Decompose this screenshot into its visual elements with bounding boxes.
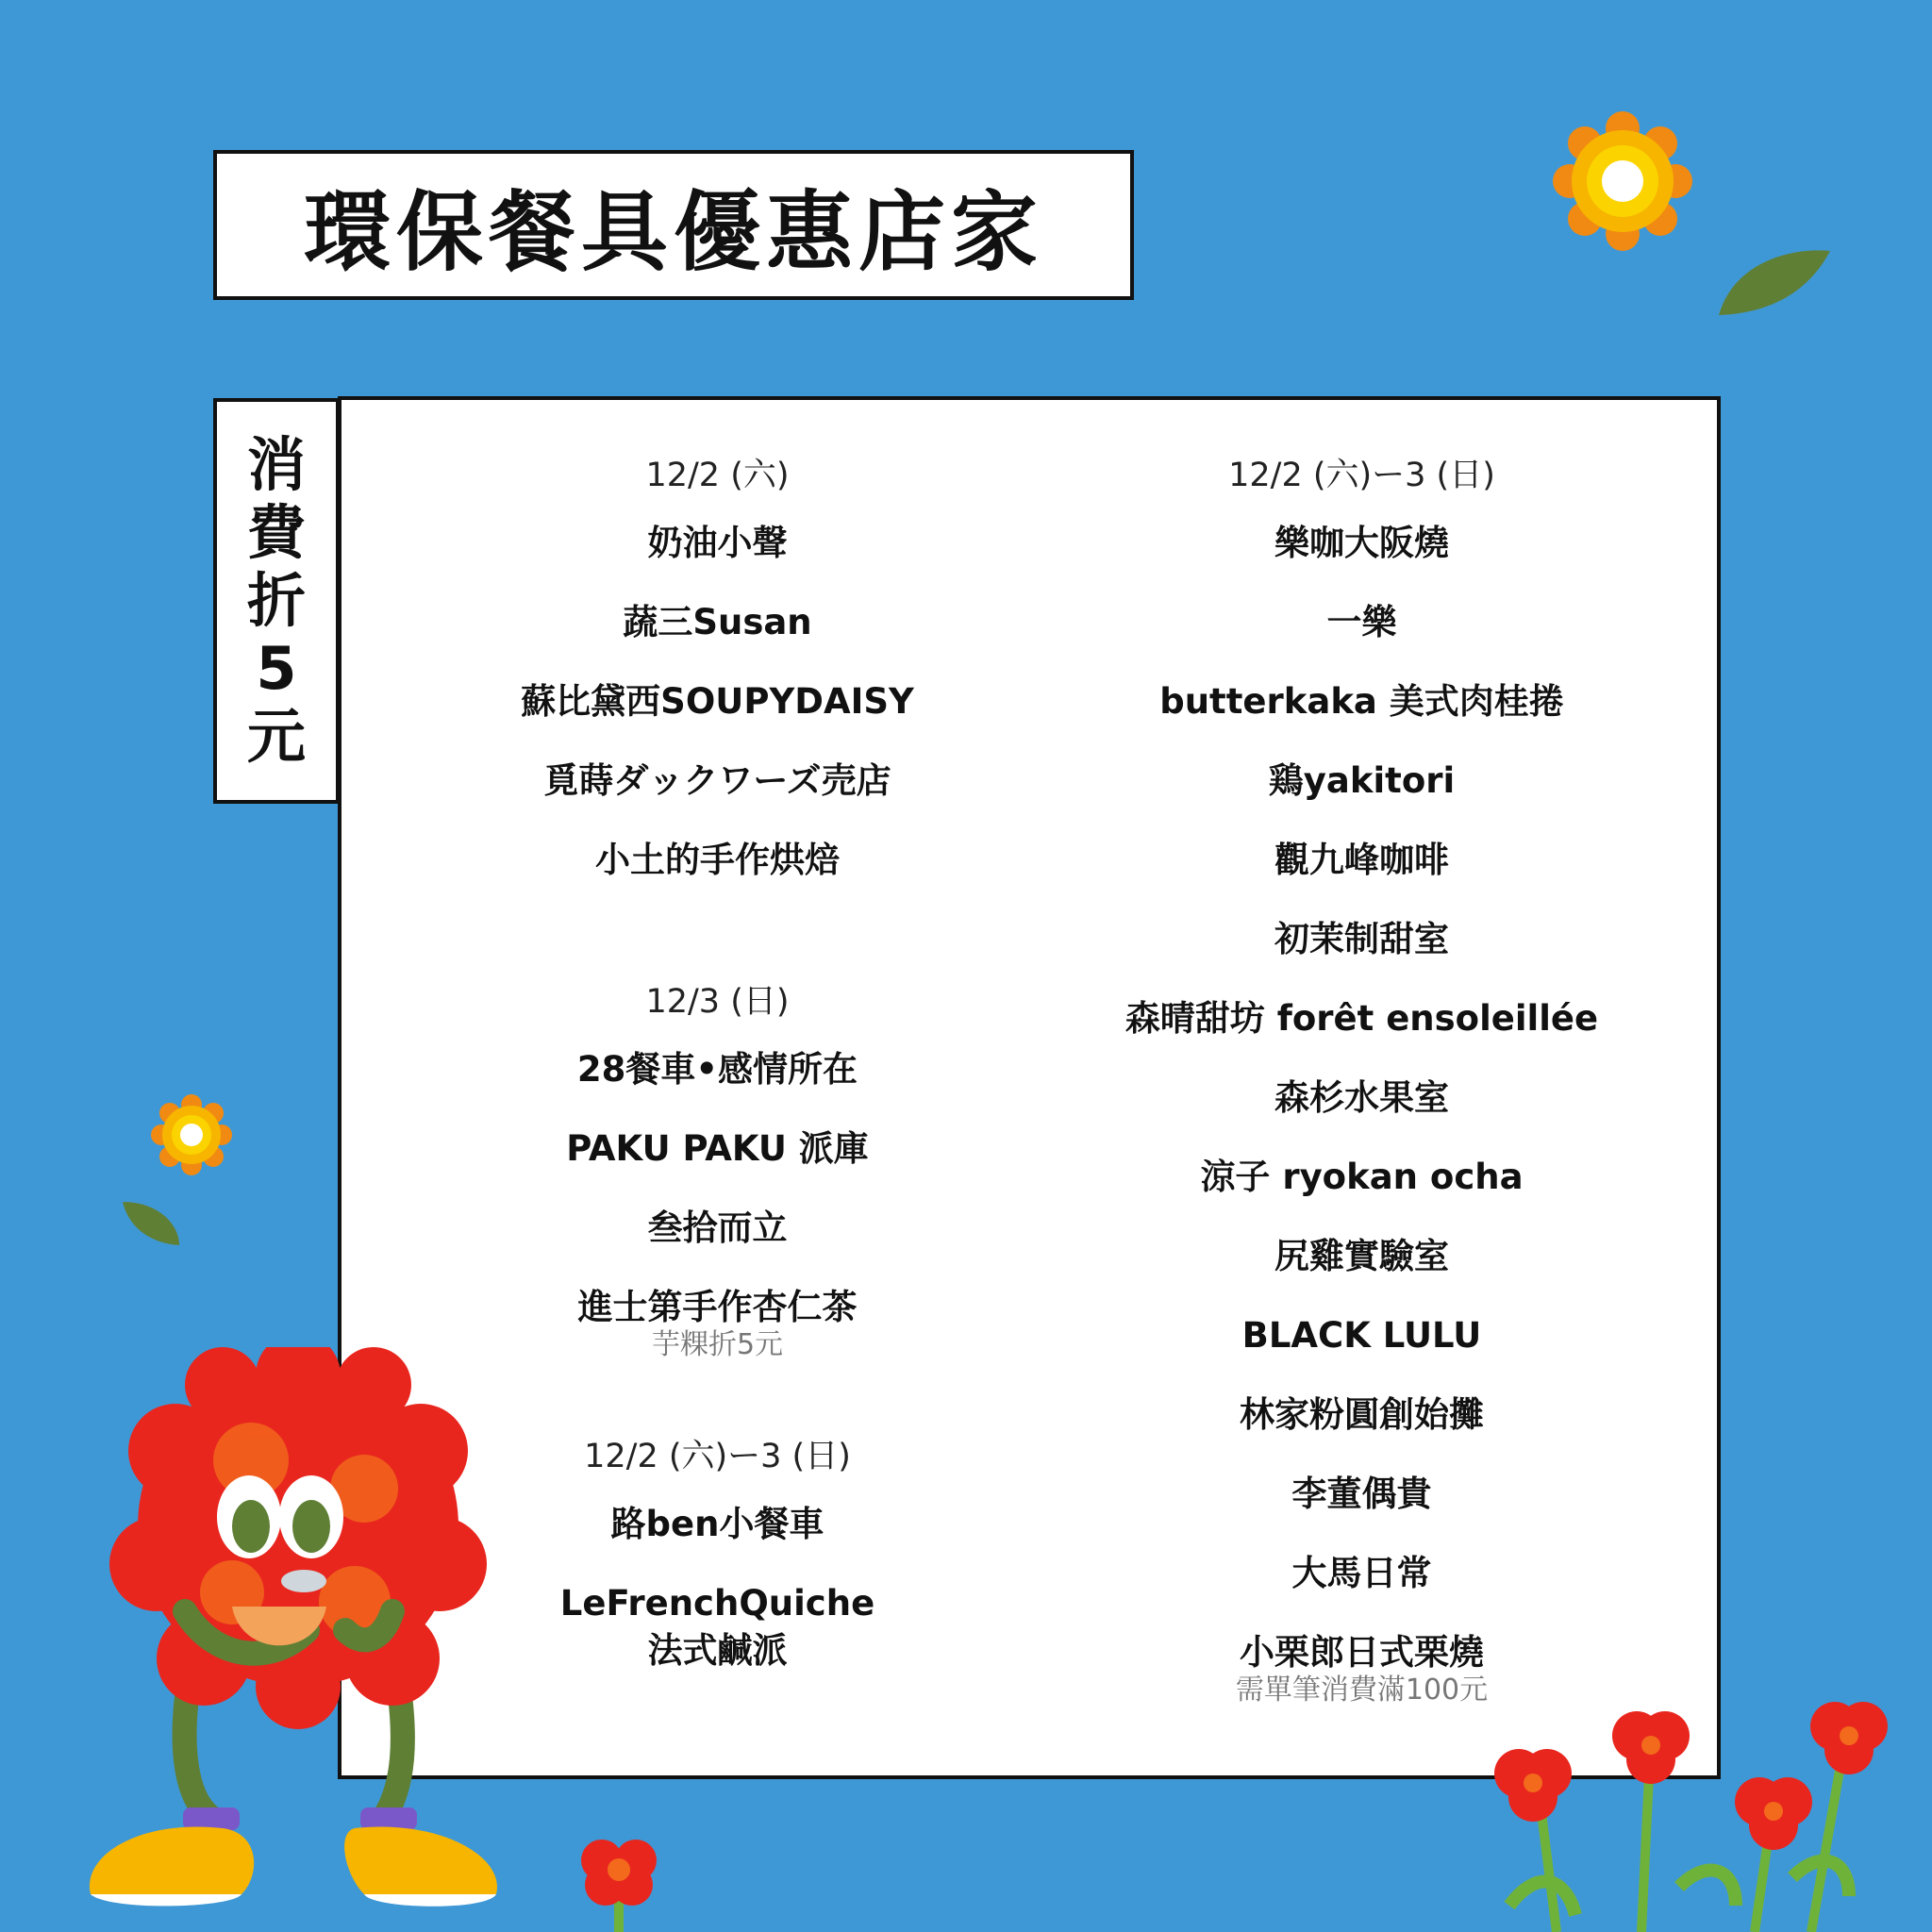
shop-name: 林家粉圓創始攤 bbox=[1240, 1394, 1484, 1435]
discount-label-char: 費 bbox=[246, 498, 306, 567]
flower-icon bbox=[1453, 1698, 1932, 1932]
spacer bbox=[395, 900, 1040, 974]
flower-icon bbox=[149, 1092, 234, 1177]
shop-name: 尻雞實驗室 bbox=[1274, 1236, 1449, 1276]
date-heading: 12/2 (六)ー3 (日) bbox=[584, 1438, 851, 1475]
shop-name: 覓蒔ダックワーズ売店 bbox=[543, 760, 891, 801]
leaf-icon bbox=[121, 1198, 183, 1249]
shop-note: 芋粿折5元 bbox=[651, 1328, 784, 1361]
shop-name: 奶油小聲 bbox=[647, 523, 788, 563]
flower-icon bbox=[562, 1824, 675, 1932]
discount-label-char: 元 bbox=[246, 702, 306, 771]
right-column bbox=[1040, 447, 1684, 1709]
shop-name: 路ben小餐車 bbox=[610, 1504, 824, 1544]
shop-name: 大馬日常 bbox=[1291, 1553, 1432, 1593]
shop-name: 蘇比黛西SOUPYDAISY bbox=[521, 681, 914, 722]
mascot-icon bbox=[81, 1347, 515, 1913]
shop-name: 觀九峰咖啡 bbox=[1274, 840, 1449, 880]
date-heading: 12/2 (六)ー3 (日) bbox=[1228, 457, 1495, 494]
discount-label bbox=[213, 398, 340, 804]
shop-name: butterkaka 美式肉桂捲 bbox=[1159, 681, 1564, 722]
shop-name: 鶏yakitori bbox=[1268, 760, 1456, 801]
shop-name-line: LeFrenchQuiche bbox=[559, 1583, 875, 1624]
shop-name: 叁拾而立 bbox=[647, 1208, 788, 1248]
flower-icon bbox=[1547, 106, 1698, 257]
discount-label-char: 折 bbox=[246, 566, 306, 635]
page-title: 環保餐具優惠店家 bbox=[303, 181, 1043, 283]
leaf-icon bbox=[1715, 243, 1834, 319]
shop-name: 小栗郎日式栗燒 bbox=[1240, 1632, 1484, 1673]
date-heading: 12/3 (日) bbox=[645, 983, 790, 1021]
discount-label-char: 消 bbox=[246, 430, 306, 499]
shop-note: 需單筆消費滿100元 bbox=[1235, 1674, 1489, 1707]
shop-name: 小土的手作烘焙 bbox=[595, 840, 840, 880]
title-box bbox=[213, 150, 1134, 300]
shop-name: 蔬三Susan bbox=[623, 602, 812, 642]
shop-name: 森晴甜坊 forêt ensoleillée bbox=[1124, 998, 1599, 1039]
shop-name: 涼子 ryokan ocha bbox=[1200, 1157, 1524, 1197]
shop-name: 樂咖大阪燒 bbox=[1274, 523, 1449, 563]
shop-name: PAKU PAKU 派庫 bbox=[566, 1128, 869, 1169]
shop-name: 進士第手作杏仁茶 bbox=[577, 1287, 858, 1327]
shop-name: 初茉制甜室 bbox=[1274, 919, 1449, 959]
shop-name: 李董偶貴 bbox=[1291, 1474, 1432, 1514]
shop-list-panel bbox=[338, 396, 1721, 1779]
shop-name-line: 法式鹹派 bbox=[647, 1630, 788, 1671]
shop-name: 森杉水果室 bbox=[1274, 1077, 1449, 1118]
discount-label-char: 5 bbox=[256, 634, 297, 703]
shop-name: BLACK LULU bbox=[1241, 1315, 1482, 1356]
shop-name: 一樂 bbox=[1326, 602, 1397, 642]
shop-name: 28餐車•感情所在 bbox=[576, 1049, 858, 1090]
date-heading: 12/2 (六) bbox=[645, 457, 790, 494]
